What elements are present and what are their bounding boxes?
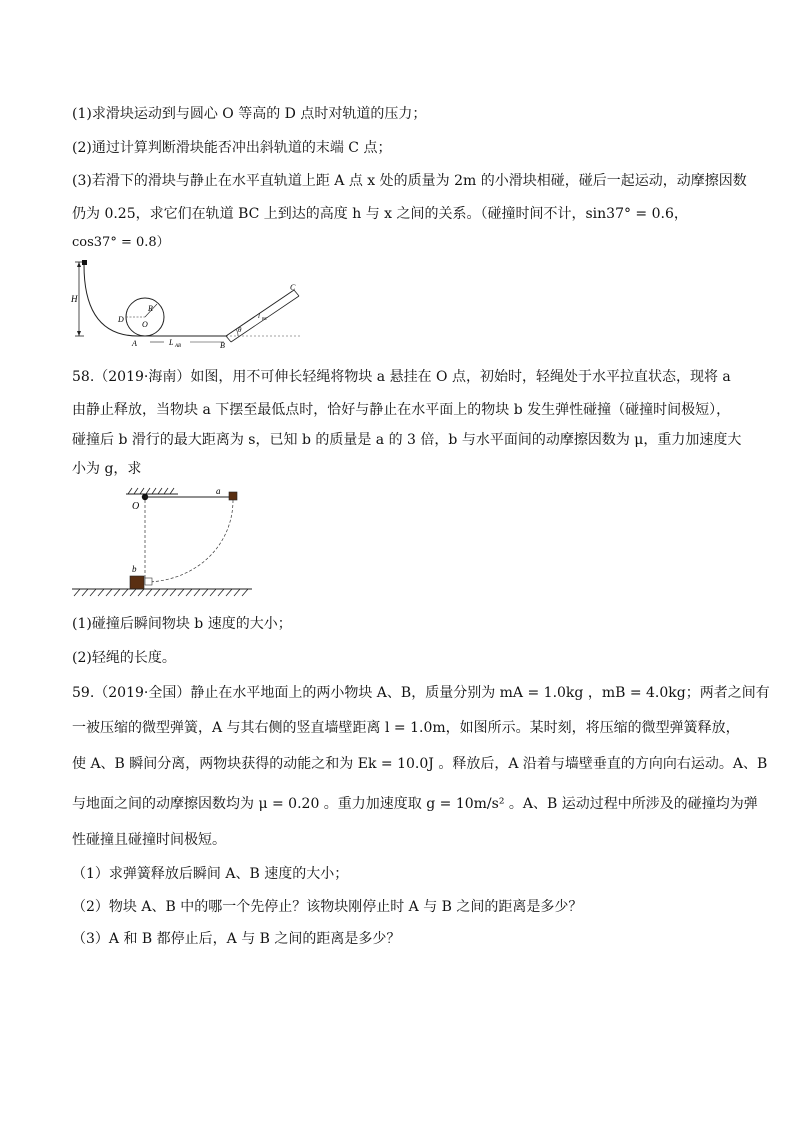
q57-label-H: H [71, 294, 78, 304]
q57-part3-line1: (3)若滑下的滑块与静止在水平直轨道上距 A 点 x 处的质量为 2m 的小滑块相碰，碰后一起运动，动摩擦因数 [72, 173, 747, 189]
q57-label-L-sub: AB [175, 344, 182, 349]
q58-part2: (2)轻绳的长度。 [72, 650, 176, 666]
block-a [229, 492, 237, 500]
q59-part1: （1）求弹簧释放后瞬间 A、B 速度的大小； [72, 866, 349, 882]
q57-label-l-sub: BC [262, 316, 268, 321]
q57-label-C: C [290, 283, 296, 292]
q57-label-B: B [220, 341, 225, 350]
q59-part3: （3）A 和 B 都停止后，A 与 B 之间的距离是多少？ [72, 931, 401, 947]
q57-part3-line3: cos37° = 0.8） [72, 235, 170, 250]
q57-label-R: R [148, 304, 153, 313]
slider-block [82, 260, 87, 265]
q57-label-L: L [169, 338, 174, 347]
q57-label-A: A [132, 339, 137, 348]
q57-label-l: l [258, 312, 260, 320]
q57-label-D: D [118, 315, 124, 324]
q57-part1: (1)求滑块运动到与圆心 O 等高的 D 点时对轨道的压力； [72, 106, 427, 122]
q58-part1: (1)碰撞后瞬间物块 b 速度的大小； [72, 616, 292, 632]
block-b [130, 576, 144, 589]
q58-label-b: b [132, 564, 137, 574]
q59-stem-line2: 一被压缩的微型弹簧，A 与其右侧的竖直墙壁距离 l = 1.0m，如图所示。某时刻，将压缩的微型弹簧释放， [72, 720, 740, 736]
q59-stem-line1: 59.（2019·全国）静止在水平地面上的两小物块 A、B，质量分别为 mA = 1.0kg ，mB = 4.0kg；两者之间有 [72, 685, 770, 701]
q57-label-theta: θ [238, 326, 242, 334]
q58-stem-line4: 小为 g，求 [72, 461, 142, 477]
q59-stem-line3: 使 A、B 瞬间分离，两物块获得的动能之和为 Ek = 10.0J 。释放后，A 沿着与墙壁垂直的方向向右运动。A、B [72, 756, 768, 772]
q59-stem-line4: 与地面之间的动摩擦因数均为 μ = 0.20 。重力加速度取 g = 10m/s² 。A、B 运动过程中所涉及的碰撞均为弹 [72, 796, 758, 812]
q59-part2: （2）物块 A、B 中的哪一个先停止？该物块刚停止时 A 与 B 之间的距离是多少？ [72, 899, 583, 915]
q58-label-a: a [216, 486, 221, 496]
q57-part3-line2: 仍为 0.25，求它们在轨道 BC 上到达的高度 h 与 x 之间的关系。（碰撞时间不计，sin37° = 0.6， [72, 206, 688, 222]
q58-stem-line2: 由静止释放，当物块 a 下摆至最低点时，恰好与静止在水平面上的物块 b 发生弹性碰撞（碰撞时间极短）， [72, 402, 731, 418]
q58-label-O: O [132, 501, 140, 512]
q57-label-O: O [142, 320, 148, 329]
q58-stem-line1: 58.（2019·海南）如图，用不可伸长轻绳将物块 a 悬挂在 O 点，初始时，轻绳处于水平拉直状态，现将 a [72, 369, 731, 385]
q58-stem-line3: 碰撞后 b 滑行的最大距离为 s，已知 b 的质量是 a 的 3 倍，b 与水平面间的动摩擦因数为 μ，重力加速度大 [72, 432, 742, 448]
q57-track-figure [68, 254, 308, 350]
q58-pendulum-figure [68, 484, 268, 602]
q59-stem-line5: 性碰撞且碰撞时间极短。 [72, 832, 226, 848]
q57-part2: (2)通过计算判断滑块能否冲出斜轨道的末端 C 点； [72, 140, 392, 156]
